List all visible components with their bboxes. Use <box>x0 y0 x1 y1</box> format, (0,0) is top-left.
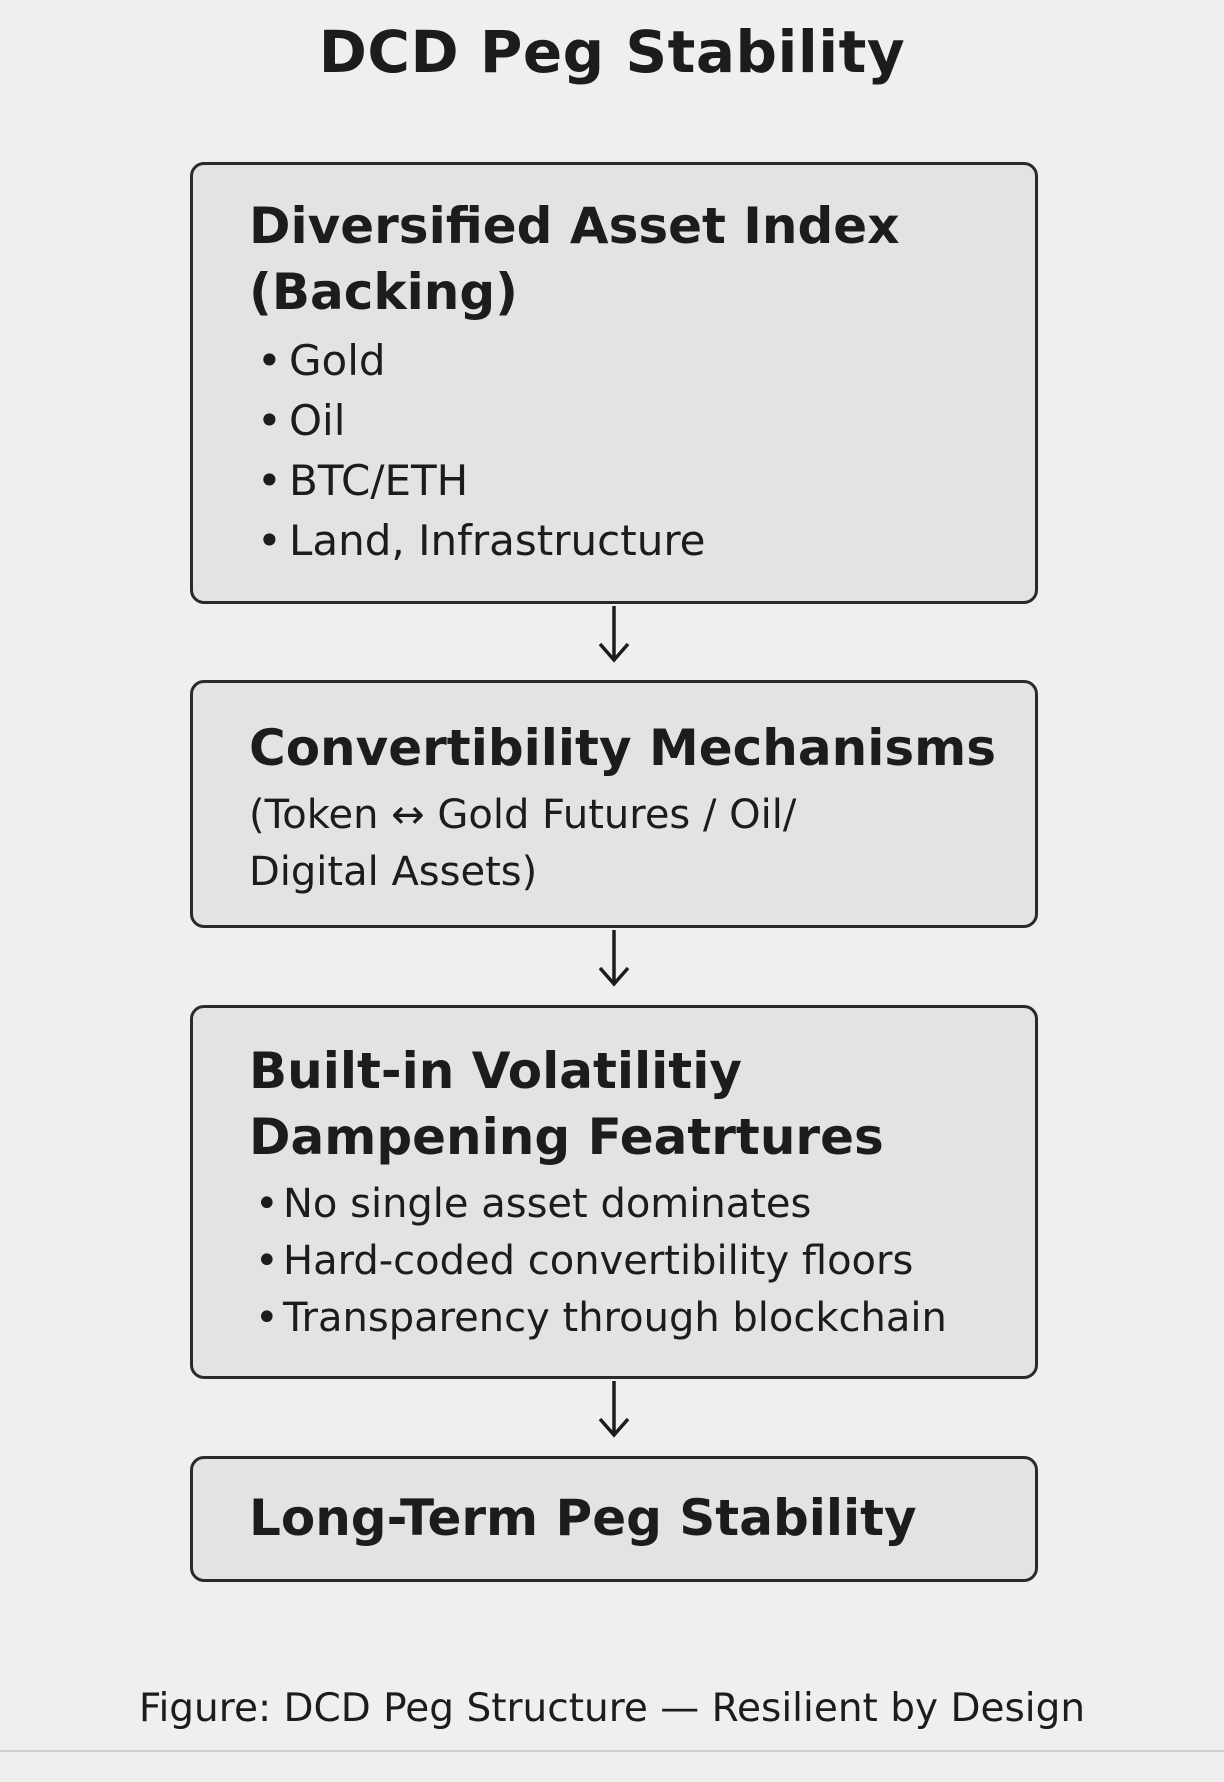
box-subtitle-line: (Token ↔ Gold Futures / Oil/ <box>249 792 797 838</box>
down-arrow-icon <box>594 928 634 992</box>
box-asset-index <box>190 162 1038 604</box>
asset-list <box>249 331 1015 571</box>
box-title-line: Dampening Featrtures <box>249 1108 884 1166</box>
box-title-line: Built-in Volatilitiy <box>249 1042 742 1100</box>
list-item: • Transparency through blockchain <box>249 1290 1015 1347</box>
list-item: • No single asset dominates <box>249 1176 1015 1233</box>
figure-caption: Figure: DCD Peg Structure — Resilient by Design <box>138 1686 1086 1731</box>
feature-list <box>249 1176 1015 1347</box>
box-title-line: Convertibility Mechanisms <box>249 719 996 777</box>
box-title-line: Long-Term Peg Stability <box>249 1489 917 1547</box>
list-item: • Gold <box>249 331 1015 391</box>
box-volatility-dampening <box>190 1005 1038 1379</box>
box-title-line: (Backing) <box>249 263 518 321</box>
list-item: • Land, Infrastructure <box>249 511 1015 571</box>
list-item: • BTC/ETH <box>249 451 1015 511</box>
box-subtitle-line: Digital Assets) <box>249 849 538 895</box>
box-peg-stability <box>190 1456 1038 1582</box>
down-arrow-icon <box>594 1379 634 1443</box>
list-item: • Oil <box>249 391 1015 451</box>
box-title-line: Diversified Asset Index <box>249 197 900 255</box>
box-convertibility <box>190 680 1038 928</box>
list-item: • Hard-coded convertibility floors <box>249 1233 1015 1290</box>
divider <box>0 1750 1224 1752</box>
down-arrow-icon <box>594 604 634 668</box>
diagram-title: DCD Peg Stability <box>318 18 906 86</box>
